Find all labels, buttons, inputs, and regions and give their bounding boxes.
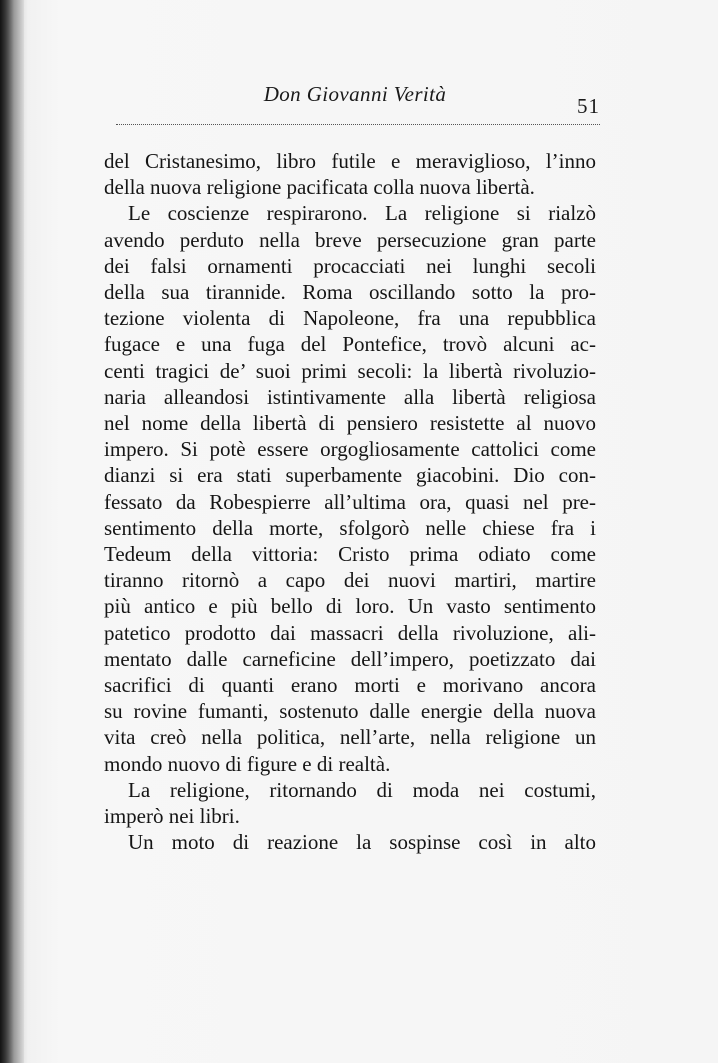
text-line: sentimento della morte, sfolgorò nelle chiese fra i (104, 515, 596, 540)
text-line: dei falsi ornamenti procacciati nei lunghi secoli (104, 253, 596, 278)
binding-shadow (0, 0, 24, 1063)
page-number: 51 (577, 94, 600, 118)
text-line: fugace e una fuga del Pontefice, trovò alcuni ac- (104, 332, 596, 357)
text-line: più antico e più bello di loro. Un vasto sentimento (104, 594, 596, 619)
text-line: Tedeum della vittoria: Cristo prima odiato come (104, 542, 596, 567)
text-line: su rovine fumanti, sostenuto dalle energie della nuova (104, 699, 596, 724)
text-line: La religione, ritornando di moda nei costumi, (128, 777, 596, 802)
text-line: sacrifici di quanti erano morti e morivano ancora (104, 673, 596, 698)
text-line: mondo nuovo di figure e di realtà. (104, 751, 391, 776)
text-line: impero. Si potè essere orgogliosamente cattolici come (104, 437, 596, 462)
text-line: della nuova religione pacificata colla nuova libertà. (104, 175, 535, 200)
text-line: fessato da Robespierre all’ultima ora, quasi nel pre- (104, 489, 596, 514)
page-header (100, 82, 610, 122)
text-line: vita creò nella politica, nell’arte, nella religione un (104, 725, 596, 750)
body-text (104, 148, 596, 855)
text-line: Le coscienze respirarono. La religione si rialzò (128, 201, 596, 226)
text-line: della sua tirannide. Roma oscillando sotto la pro- (104, 280, 596, 305)
text-line: centi tragici de’ suoi primi secoli: la libertà rivoluzio- (104, 358, 596, 383)
text-line: patetico prodotto dai massacri della rivoluzione, ali- (104, 620, 596, 645)
text-line: imperò nei libri. (104, 804, 240, 829)
header-rule (116, 124, 600, 125)
running-title: Don Giovanni Verità (263, 82, 447, 106)
text-line: tiranno ritornò a capo dei nuovi martiri, martire (104, 568, 596, 593)
text-line: naria alleandosi istintivamente alla libertà religiosa (104, 384, 596, 409)
text-line: nel nome della libertà di pensiero resistette al nuovo (104, 411, 596, 436)
text-line: tezione violenta di Napoleone, fra una repubblica (104, 306, 596, 331)
text-line: dianzi si era stati superbamente giacobini. Dio con- (104, 463, 596, 488)
text-line: mentato dalle carneficine dell’impero, poetizzato dai (104, 646, 596, 671)
text-line: avendo perduto nella breve persecuzione gran parte (104, 227, 596, 252)
text-line: del Cristanesimo, libro futile e meraviglioso, l’inno (104, 149, 596, 173)
text-line: Un moto di reazione la sospinse così in alto (128, 830, 596, 855)
